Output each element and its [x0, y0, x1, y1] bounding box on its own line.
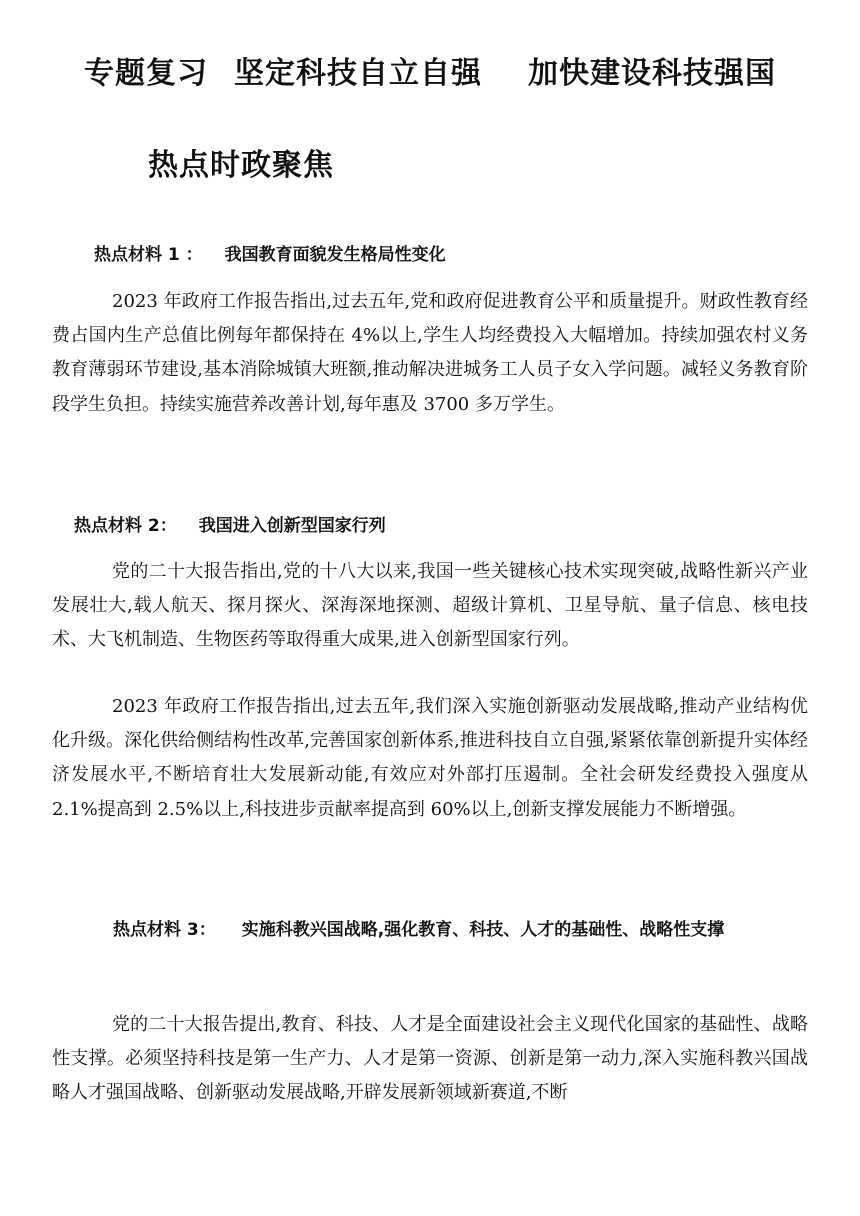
document-subtitle: 热点时政聚焦	[148, 148, 334, 183]
title-part-self-reliance: 坚定科技自立自强	[234, 56, 482, 91]
section-label-1: 热点材料 1 ：	[94, 245, 203, 265]
section-title-2: 我国进入创新型国家行列	[198, 516, 386, 536]
paragraph-1-1: 2023 年政府工作报告指出,过去五年,党和政府促进教育公平和质量提升。财政性教育经费占国内生产总值比例每年都保持在 4%以上,学生人均经费投入大幅增加。持续加强农村义务教育薄弱环节建设,基本消除城镇大班额,推动解决进城务工人员子女入学问题。减轻义务教育阶段学生负担。持续实施营养改善计划,每年惠及 3700 多万学生。	[52, 291, 808, 415]
paragraph-2-1: 党的二十大报告指出,党的十八大以来,我国一些关键核心技术实现突破,战略性新兴产业发展壮大,载人航天、探月探火、深海深地探测、超级计算机、卫星导航、量子信息、核电技术、大飞机制造、生物医药等取得重大成果,进入创新型国家行列。	[52, 561, 808, 651]
section-heading-2	[74, 514, 386, 538]
section-title-1: 我国教育面貌发生格局性变化	[224, 245, 446, 265]
title-part-review: 专题复习	[84, 56, 208, 91]
paragraph-2-2: 2023 年政府工作报告指出,过去五年,我们深入实施创新驱动发展战略,推动产业结构优化升级。深化供给侧结构性改革,完善国家创新体系,推进科技自立自强,紧紧依靠创新提升实体经济发展水平,不断培育壮大发展新动能,有效应对外部打压遏制。全社会研发经费投入强度从 2.1%提高到 2.5%以上,科技进步贡献率提高到 60%以上,创新支撑发展能力不断增强。	[52, 696, 808, 820]
section-label-2: 热点材料 2：	[74, 516, 177, 536]
title-part-tech-power: 加快建设科技强国	[528, 56, 776, 91]
section-title-3: 实施科教兴国战略,强化教育、科技、人才的基础性、战略性支撑	[241, 920, 725, 940]
section-label-3: 热点材料 3：	[113, 920, 216, 940]
section-heading-3	[53, 907, 808, 954]
section-heading-1	[94, 243, 446, 267]
document-title	[84, 52, 824, 96]
paragraph-3-1: 党的二十大报告提出,教育、科技、人才是全面建设社会主义现代化国家的基础性、战略性支撑。必须坚持科技是第一生产力、人才是第一资源、创新是第一动力,深入实施科教兴国战略人才强国战略、创新驱动发展战略,开辟发展新领域新赛道,不断	[52, 1014, 808, 1104]
